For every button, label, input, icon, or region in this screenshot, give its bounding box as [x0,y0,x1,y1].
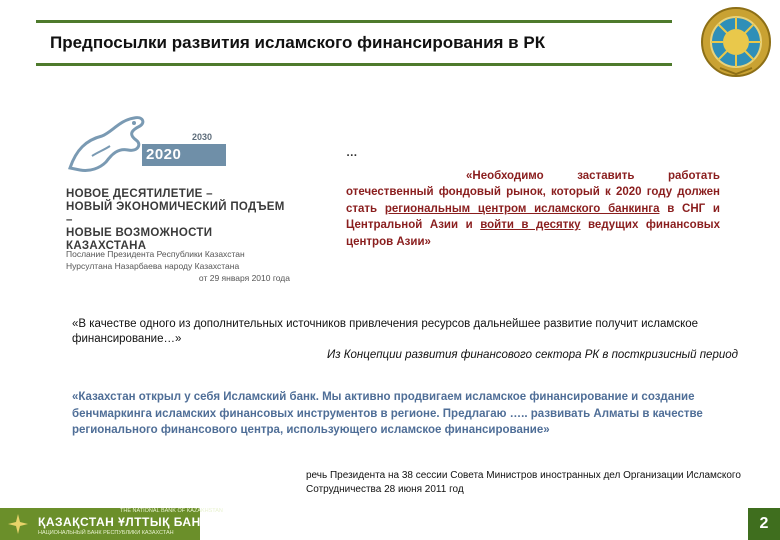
concept-quote [72,317,738,363]
concept-source: Из Концепции развития финансового сектора РК в посткризисный период [326,349,738,361]
poster-caption [66,248,290,284]
quote-part-2: в СНГ и Центральной Азии и [346,202,720,231]
caption-line-1: Послание Президента Республики Казахстан [66,249,245,259]
quote-part-3: ведущих финансовых центров Азии» [346,219,720,248]
caption-line-2: Нурсултана Назарбаева народу Казахстана [66,261,240,271]
slide-title: Предпосылки развития исламского финансирования в РК [50,33,546,52]
page-number: 2 [748,508,780,540]
headline-line-2: НОВЫЙ ЭКОНОМИЧЕСКИЙ ПОДЪЕМ – [66,201,285,226]
poster-headline [66,188,292,253]
state-emblem-icon [700,6,772,78]
concept-text: «В качестве одного из дополнительных источников привлечения ресурсов дальнейшее развитие получит исламское финансирование…» [72,318,699,345]
speech-attribution: речь Президента на 38 сессии Совета Министров иностранных дел Организации Исламского Сотрудничества 28 июня 2011 год [306,470,741,495]
quote-underline-2: войти в десятку [480,219,581,231]
year-2020-label: 2020 [142,144,226,166]
strategy-quote [346,145,720,250]
year-2030-label: 2030 [192,132,213,142]
quote-part-1: «Необходимо заставить работать отечественный фондовый рынок, который к 2020 году должен стать [346,169,720,215]
bank-name-english: THE NATIONAL BANK OF KAZAKHSTAN [120,508,223,514]
headline-line-1: НОВОЕ ДЕСЯТИЛЕТИЕ – [66,188,213,200]
bank-name: ҚАЗАҚСТАН ҰЛТТЫҚ БАНКІ [38,515,213,529]
strategy-poster [62,110,292,290]
president-quote: «Казахстан открыл у себя Исламский банк. Мы активно продвигаем исламское финансирование и создание бенчмаркинга исламских финансовых инструментов в регионе. Предлагаю ….. развивать Алматы в качестве регионального финансового центра, использующего исламское финансирование» [72,391,703,436]
bank-name-russian: НАЦИОНАЛЬНЫЙ БАНК РЕСПУБЛИКИ КАЗАХСТАН [38,530,174,536]
year-2010-label: 2010 [112,154,133,164]
title-bar [36,20,672,66]
quote-underline-1: региональным центром исламского банкинга [384,202,660,215]
headline-line-3: НОВЫЕ ВОЗМОЖНОСТИ КАЗАХСТАНА [66,227,213,252]
quote-ellipsis: … [346,147,358,159]
bank-logo-icon [6,512,30,536]
caption-date: от 29 января 2010 года [198,273,290,283]
